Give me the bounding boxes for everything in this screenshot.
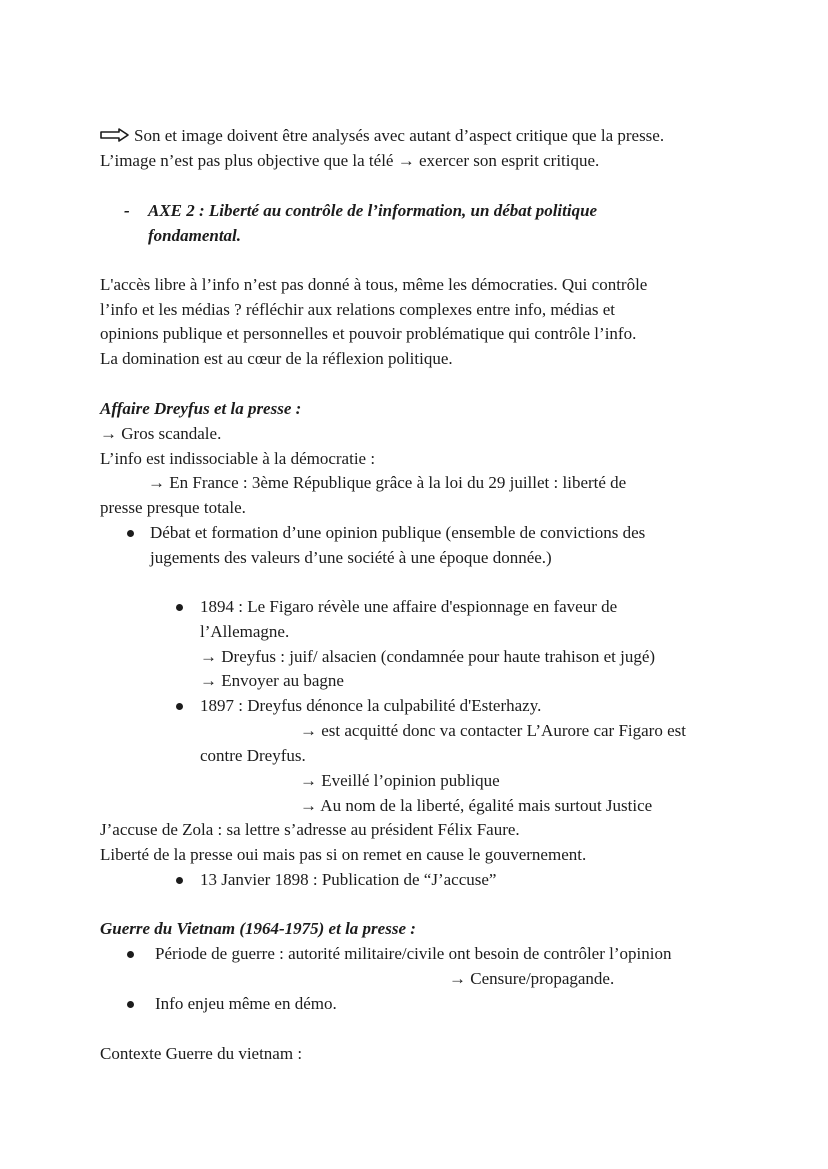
bullet-dot xyxy=(176,877,183,884)
item-1894-line-1: 1894 : Le Figaro révèle une affaire d'espionnage en faveur de xyxy=(200,597,618,616)
periode-line-1: Période de guerre : autorité militaire/civile ont besoin de contrôler l’opinion xyxy=(155,944,672,963)
item-1897-line-2: → est acquitté donc va contacter L’Aurore car Figaro est xyxy=(300,721,686,740)
dreyfus-line-1: → Gros scandale. xyxy=(100,424,222,443)
dreyfus-line-4: presse presque totale. xyxy=(100,498,246,517)
item-1897-line-5: → Au nom de la liberté, égalité mais surtout Justice xyxy=(300,796,653,815)
debat-line-2: jugements des valeurs d’une société à une époque donnée.) xyxy=(150,548,552,567)
info-enjeu-line: Info enjeu même en démo. xyxy=(155,994,337,1013)
item-1894-line-3: → Dreyfus : juif/ alsacien (condamnée pour haute trahison et jugé) xyxy=(200,647,656,666)
contexte-line: Contexte Guerre du vietnam : xyxy=(100,1044,303,1063)
paragraph-line-1: L'accès libre à l’info n’est pas donné à tous, même les démocraties. Qui contrôle xyxy=(100,275,648,294)
item-1894-line-2: l’Allemagne. xyxy=(200,622,290,641)
item-1897-line-3: contre Dreyfus. xyxy=(200,746,306,765)
bullet-dot xyxy=(127,1001,134,1008)
dreyfus-heading: Affaire Dreyfus et la presse : xyxy=(100,399,302,418)
item-1898: 13 Janvier 1898 : Publication de “J’accuse” xyxy=(200,870,497,889)
liberte-line: Liberté de la presse oui mais pas si on remet en cause le gouvernement. xyxy=(100,845,587,864)
vietnam-heading: Guerre du Vietnam (1964-1975) et la presse : xyxy=(100,919,416,938)
intro-line-1: Son et image doivent être analysés avec autant d’aspect critique que la presse. xyxy=(134,126,665,145)
axe2-title-line-1: AXE 2 : Liberté au contrôle de l’information, un débat politique xyxy=(148,201,598,220)
zola-line: J’accuse de Zola : sa lettre s’adresse au président Félix Faure. xyxy=(100,820,520,839)
paragraph-line-4: La domination est au cœur de la réflexion politique. xyxy=(100,349,453,368)
double-arrow-right-icon xyxy=(100,128,130,142)
item-1897-line-4: → Eveillé l’opinion publique xyxy=(300,771,500,790)
debat-line-1: Débat et formation d’une opinion publique (ensemble de convictions des xyxy=(150,523,646,542)
bullet-dot xyxy=(176,703,183,710)
bullet-dot xyxy=(127,951,134,958)
paragraph-line-2: l’info et les médias ? réfléchir aux relations complexes entre info, médias et xyxy=(100,300,615,319)
dreyfus-line-3: → En France : 3ème République grâce à la loi du 29 juillet : liberté de xyxy=(148,473,627,492)
bullet-dot xyxy=(127,530,134,537)
paragraph-line-3: opinions publique et personnelles et pouvoir problématique qui contrôle l’info. xyxy=(100,324,637,343)
item-1897-line-1: 1897 : Dreyfus dénonce la culpabilité d'Esterhazy. xyxy=(200,696,542,715)
dreyfus-line-2: L’info est indissociable à la démocratie : xyxy=(100,449,376,468)
item-1894-line-4: → Envoyer au bagne xyxy=(200,671,344,690)
intro-line-2: L’image n’est pas plus objective que la télé → exercer son esprit critique. xyxy=(100,151,600,170)
axe2-title-line-2: fondamental. xyxy=(148,226,242,245)
axe2-dash-marker: - xyxy=(124,201,130,220)
bullet-dot xyxy=(176,604,183,611)
periode-line-2: → Censure/propagande. xyxy=(449,969,615,988)
